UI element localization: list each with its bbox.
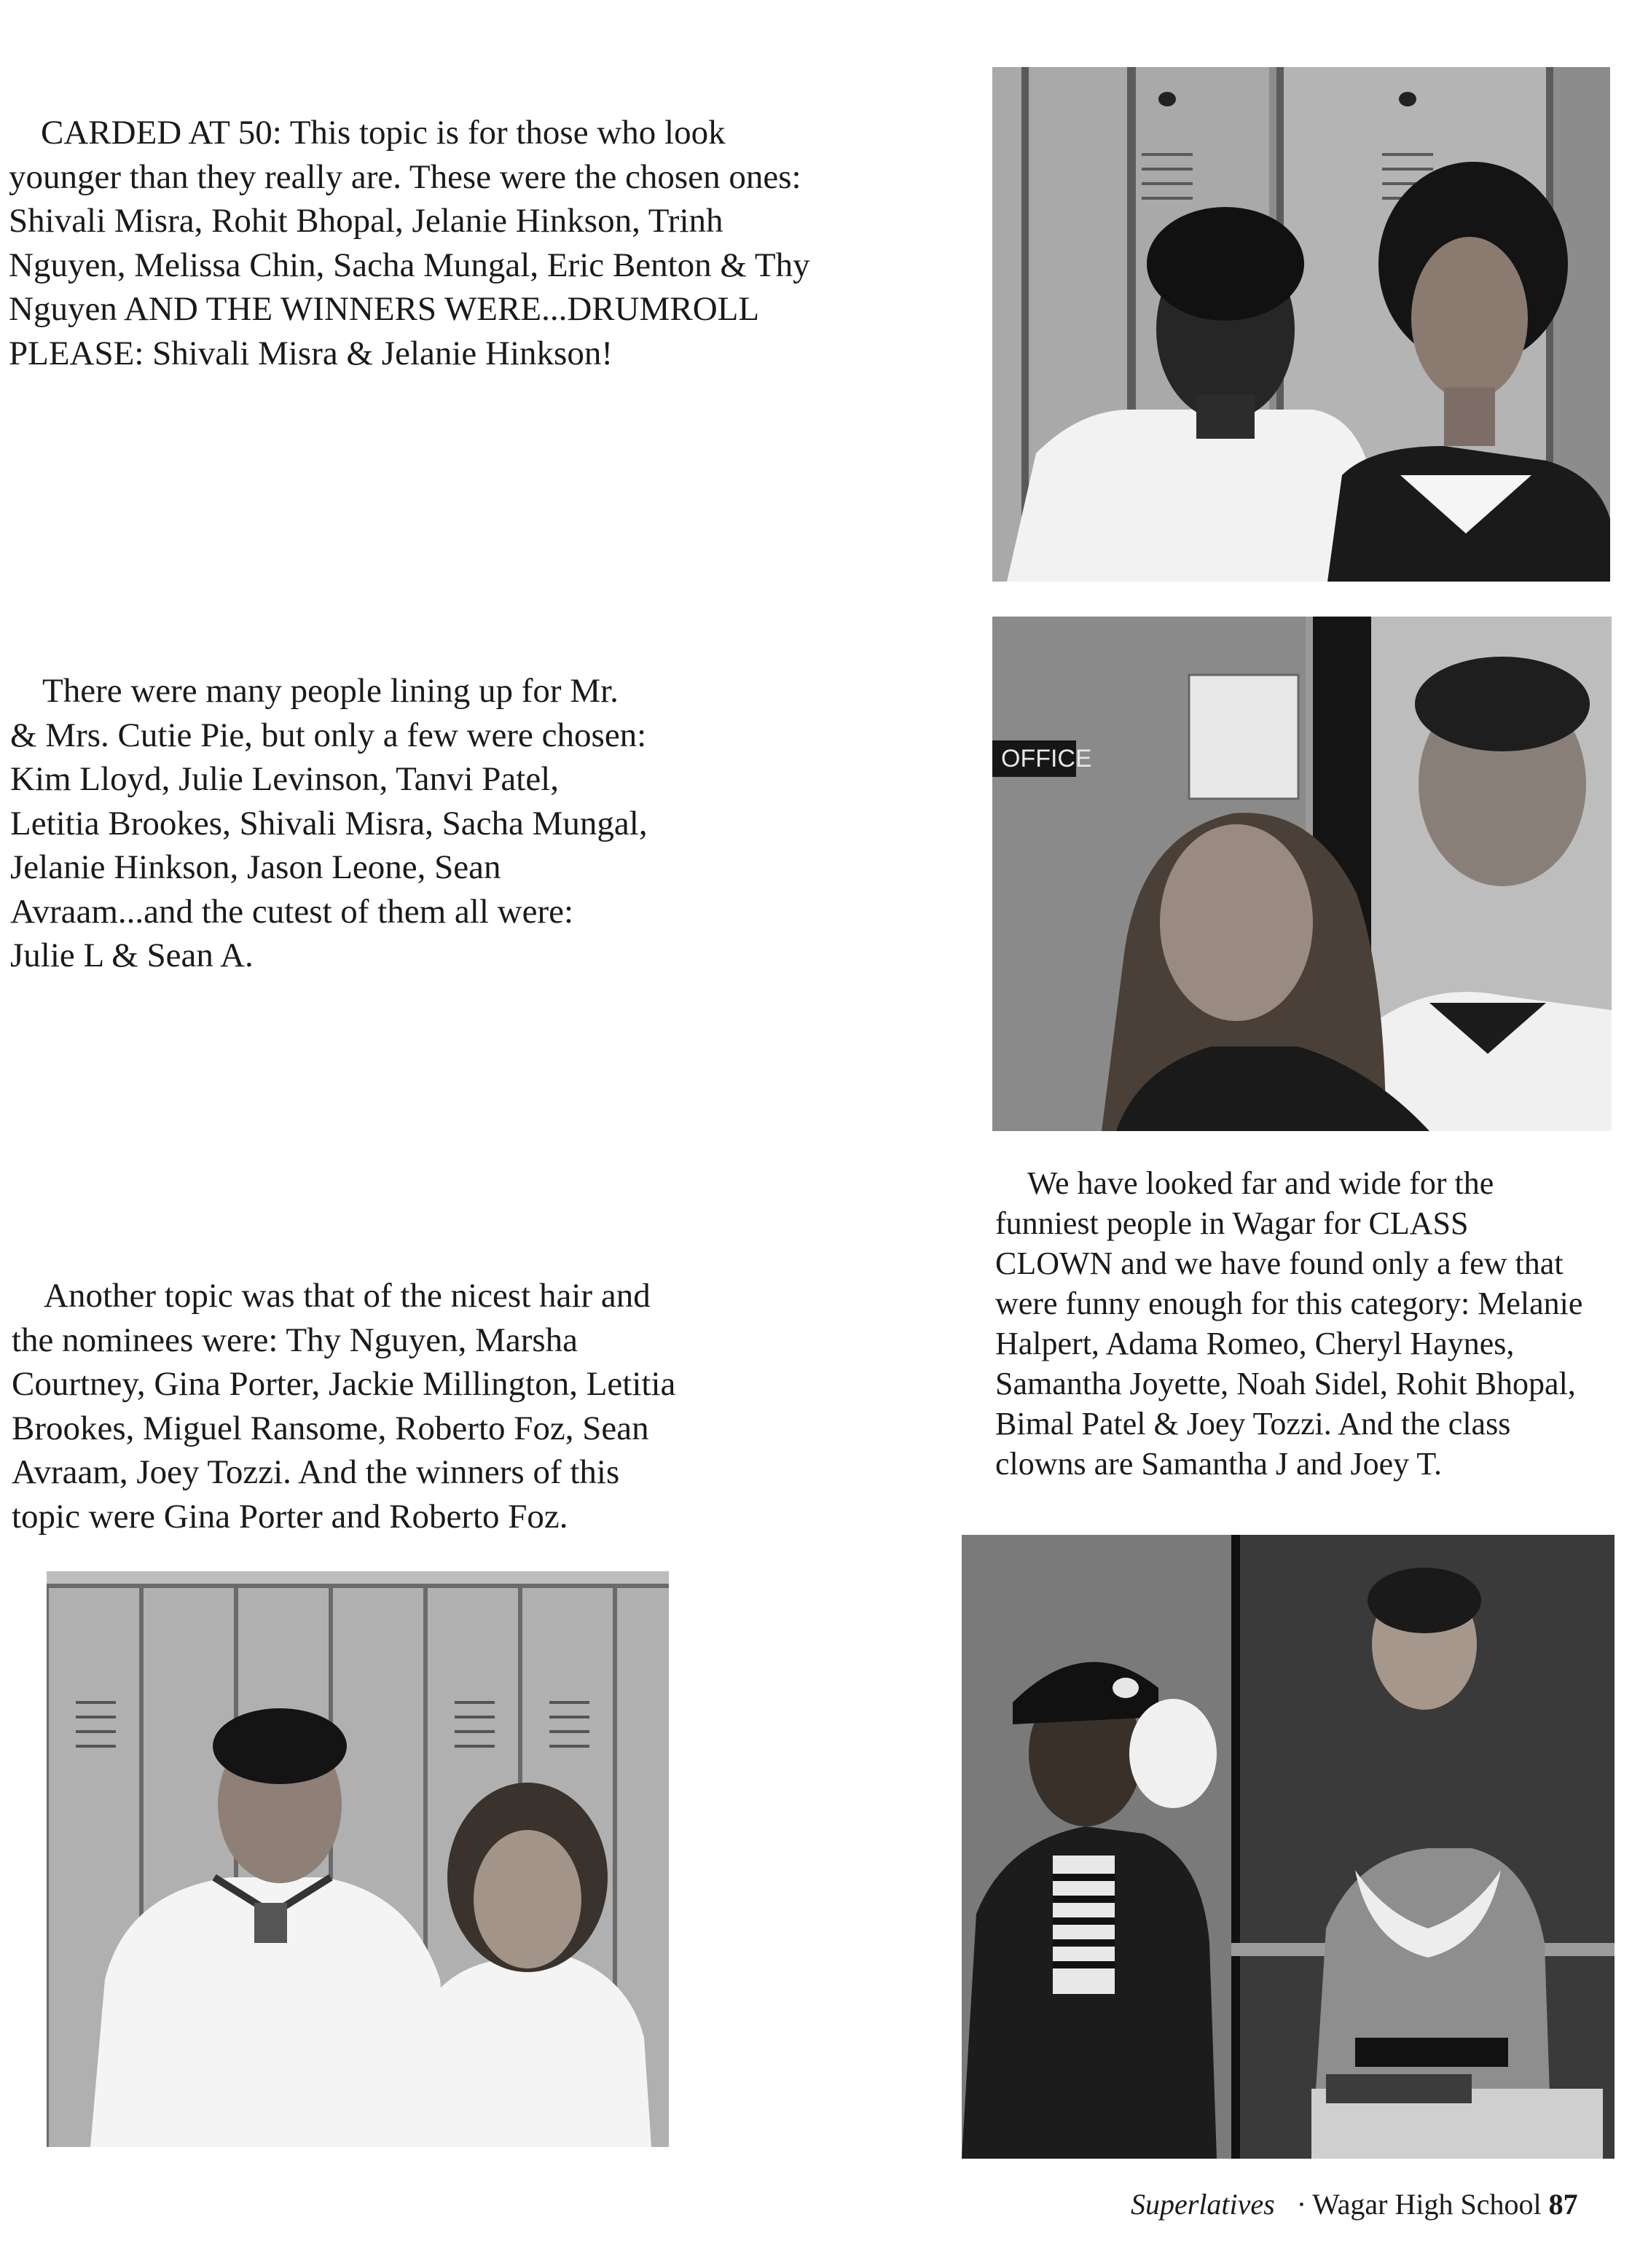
paragraph-line: Bimal Patel & Joey Tozzi. And the class — [995, 1406, 1511, 1442]
paragraph-line: There were many people lining up for Mr. — [42, 672, 619, 710]
cutie-pie-paragraph — [10, 669, 648, 978]
paragraph-line: Letitia Brookes, Shivali Misra, Sacha Mungal, — [10, 804, 648, 842]
page-footer — [1131, 2187, 1578, 2222]
paragraph-line: Jelanie Hinkson, Jason Leone, Sean — [10, 848, 501, 886]
photo-illustration — [992, 617, 1612, 1131]
photo-illustration — [47, 1571, 669, 2147]
class-clown-winners-photo — [962, 1535, 1615, 2159]
paragraph-line: were funny enough for this category: Melanie — [995, 1286, 1583, 1321]
paragraph-line: CARDED AT 50: This topic is for those who look — [41, 114, 726, 152]
nicest-hair-winners-photo — [47, 1571, 669, 2147]
footer-section-name: Superlatives — [1131, 2188, 1275, 2221]
class-clown-paragraph — [995, 1163, 1582, 1484]
paragraph-line: topic were Gina Porter and Roberto Foz. — [12, 1497, 568, 1536]
paragraph-line: younger than they really are. These were the chosen ones: — [9, 157, 801, 196]
photo-illustration — [962, 1535, 1615, 2159]
photo-illustration — [992, 67, 1610, 582]
paragraph-line: Halpert, Adama Romeo, Cheryl Haynes, — [995, 1326, 1515, 1361]
paragraph-line: Shivali Misra, Rohit Bhopal, Jelanie Hinkson, Trinh — [9, 202, 723, 240]
carded-winners-photo — [992, 67, 1610, 582]
paragraph-line: CLOWN and we have found only a few that — [995, 1246, 1564, 1281]
page-number: 87 — [1548, 2188, 1578, 2221]
paragraph-line: Samantha Joyette, Noah Sidel, Rohit Bhopal, — [995, 1366, 1576, 1401]
paragraph-line: & Mrs. Cutie Pie, but only a few were chosen: — [10, 716, 647, 754]
paragraph-line: Nguyen, Melissa Chin, Sacha Mungal, Eric Benton & Thy — [9, 246, 810, 284]
paragraph-line: funniest people in Wagar for CLASS — [995, 1205, 1469, 1241]
paragraph-line: Another topic was that of the nicest hair and — [44, 1277, 651, 1315]
paragraph-line: Julie L & Sean A. — [10, 936, 254, 974]
footer-separator: · — [1296, 2188, 1307, 2221]
paragraph-line: Brookes, Miguel Ransome, Roberto Foz, Sean — [12, 1409, 649, 1447]
cutie-pie-winners-photo — [992, 617, 1612, 1131]
paragraph-line: PLEASE: Shivali Misra & Jelanie Hinkson! — [9, 334, 613, 372]
paragraph-line: Avraam...and the cutest of them all were: — [10, 892, 574, 931]
office-sign-text: OFFICE — [1001, 745, 1092, 773]
paragraph-line: clowns are Samantha J and Joey T. — [995, 1446, 1442, 1482]
paragraph-line: Courtney, Gina Porter, Jackie Millington, Letitia — [12, 1365, 676, 1403]
paragraph-line: We have looked far and wide for the — [1027, 1165, 1494, 1201]
carded-at-50-paragraph — [9, 111, 810, 375]
nicest-hair-paragraph — [12, 1274, 675, 1538]
footer-school-name: Wagar High School — [1312, 2188, 1542, 2221]
paragraph-line: the nominees were: Thy Nguyen, Marsha — [12, 1321, 578, 1359]
paragraph-line: Kim Lloyd, Julie Levinson, Tanvi Patel, — [10, 760, 559, 798]
paragraph-line: Avraam, Joey Tozzi. And the winners of this — [12, 1453, 620, 1491]
paragraph-line: Nguyen AND THE WINNERS WERE...DRUMROLL — [9, 290, 760, 328]
